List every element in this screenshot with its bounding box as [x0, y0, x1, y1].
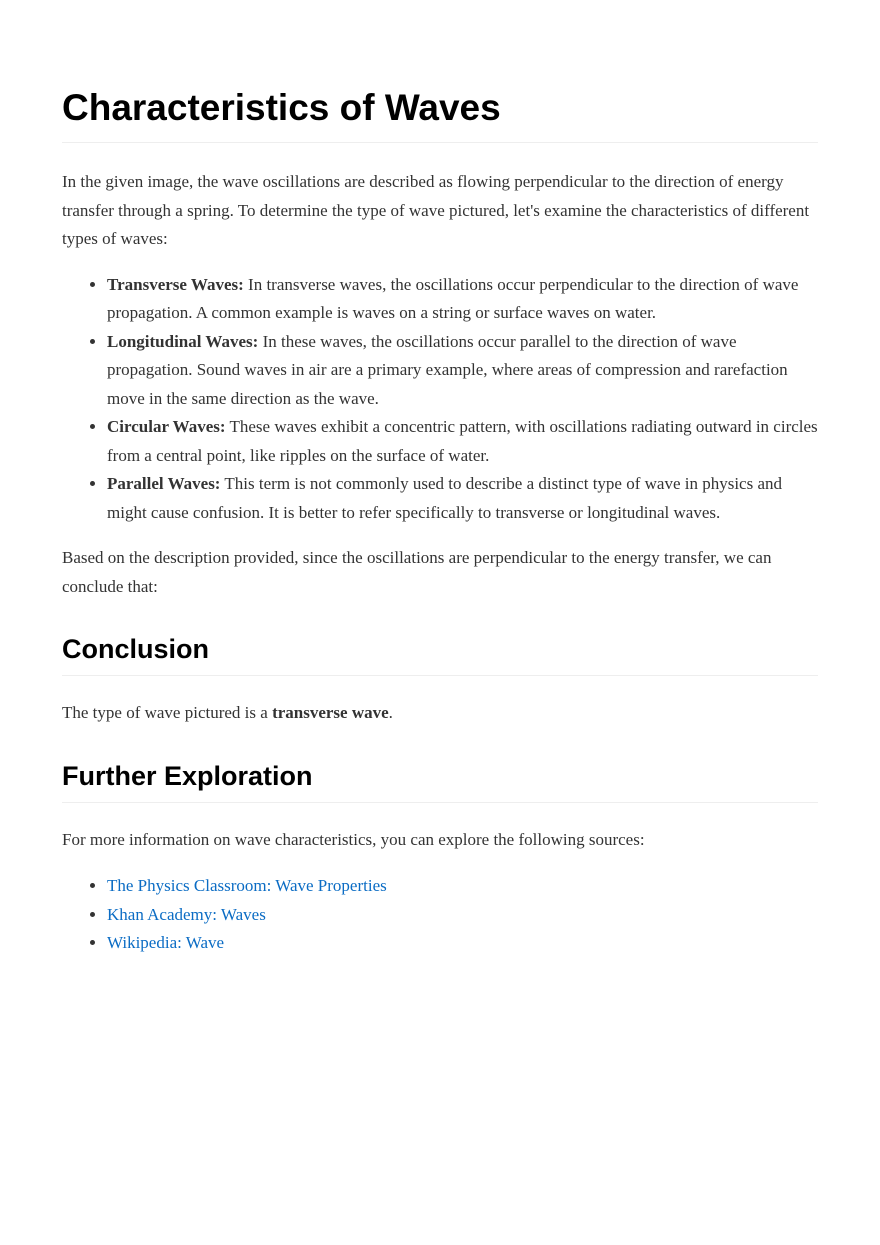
list-item-text: In these waves, the oscillations occur parallel to the direction of wave propagation. Sound waves in air are a primary example, where areas of compression and rarefaction move in the same direction as the wave.	[107, 331, 788, 408]
link-wikipedia[interactable]: Wikipedia: Wave	[107, 933, 225, 952]
conclusion-prefix: The type of wave pictured is a	[62, 703, 273, 722]
conclusion-paragraph	[62, 699, 818, 728]
list-item	[107, 470, 818, 527]
list-item-term: Circular Waves:	[107, 417, 226, 436]
list-item-term: Parallel Waves:	[107, 474, 221, 493]
list-item	[107, 872, 818, 901]
page-title: Characteristics of Waves	[62, 80, 818, 143]
list-item-text: In transverse waves, the oscillations occur perpendicular to the direction of wave propagation. A common example is waves on a string or surface waves on water.	[107, 274, 799, 322]
further-exploration-heading: Further Exploration	[62, 756, 818, 803]
list-item-term: Transverse Waves:	[107, 274, 244, 294]
based-on-paragraph: Based on the description provided, since the oscillations are perpendicular to the energy transfer, we can conclude that:	[62, 548, 772, 596]
list-item-term: Longitudinal Waves:	[107, 331, 259, 351]
list-item	[107, 271, 818, 328]
sources-list	[62, 872, 818, 958]
list-item-text: This term is not commonly used to describe a distinct type of wave in physics and might cause confusion. It is better to refer specifically to transverse or longitudinal waves.	[107, 474, 783, 522]
list-item	[107, 413, 818, 470]
further-exploration-paragraph: For more information on wave characteristics, you can explore the following sources:	[62, 829, 645, 849]
wave-types-list	[62, 271, 818, 528]
list-item	[107, 901, 818, 930]
conclusion-heading: Conclusion	[62, 629, 818, 676]
list-item	[107, 929, 818, 958]
conclusion-answer: transverse wave	[272, 703, 389, 722]
list-item-text: These waves exhibit a concentric pattern, with oscillations radiating outward in circles from a central point, like ripples on the surface of water.	[107, 417, 818, 465]
link-khan-academy[interactable]: Khan Academy: Waves	[107, 904, 266, 924]
conclusion-suffix: .	[388, 703, 393, 722]
list-item	[107, 328, 818, 414]
intro-paragraph: In the given image, the wave oscillations are described as flowing perpendicular to the direction of energy transfer through a spring. To determine the type of wave pictured, let's examine the characteristics of different types of waves:	[62, 172, 810, 248]
link-physics-classroom[interactable]: The Physics Classroom: Wave Properties	[107, 876, 387, 895]
